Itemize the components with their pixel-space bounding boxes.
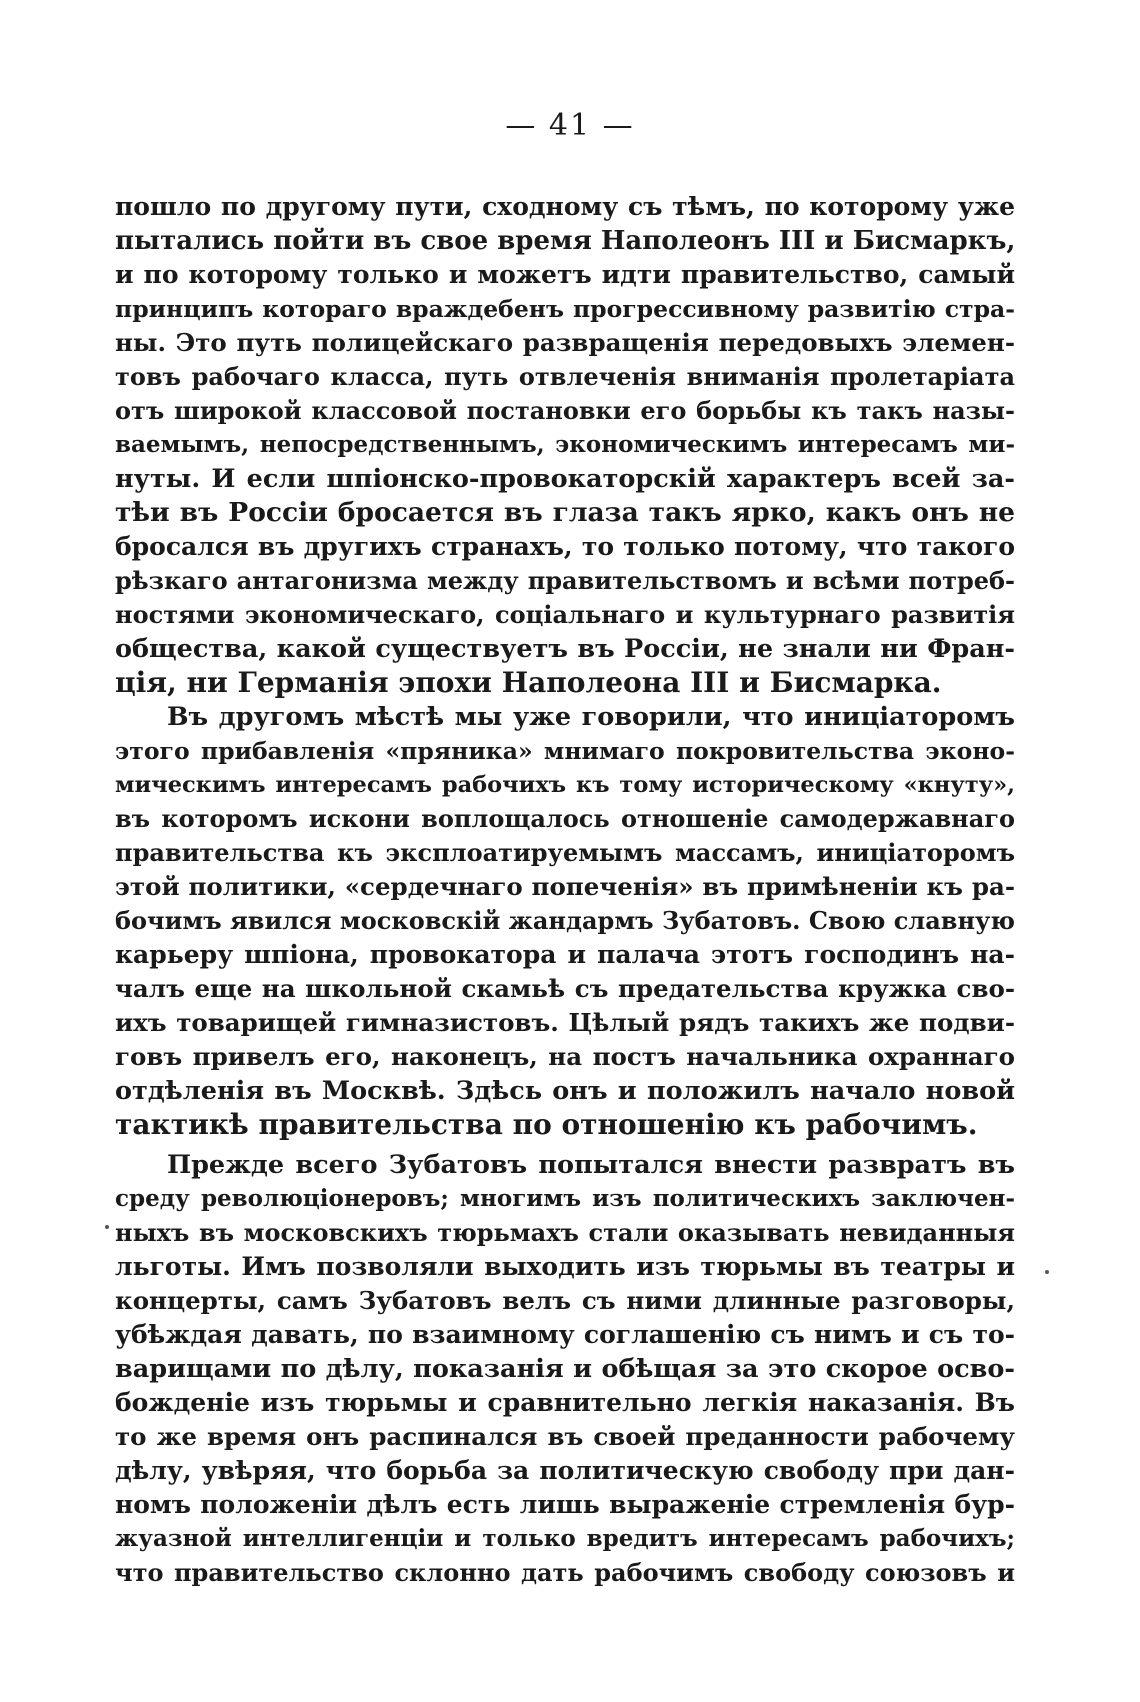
text-line: пытались пойти въ свое время Наполеонъ III и Бисмаркъ, <box>115 226 1016 256</box>
text-line: тактикѣ правительства по отношенію къ рабочимъ. <box>115 1108 978 1141</box>
text-line: товъ рабочаго класса, путь отвлеченія вниманія пролетаріата <box>115 362 1015 391</box>
text-line: жуазной интеллигенціи и только вредитъ интересамъ рабочихъ; <box>115 1525 1015 1552</box>
page-number: — 41 — <box>505 108 635 143</box>
text-line: дѣлу, увѣряя, что борьба за политическую свободу при дан- <box>115 1456 1015 1485</box>
text-line: Въ другомъ мѣстѣ мы уже говорили, что иниціаторомъ <box>167 702 1015 732</box>
text-line: принципъ котораго враждебенъ прогрессивному развитію стра- <box>115 295 1015 323</box>
text-line: ція, ни Германія эпохи Наполеона III и Бисмарка. <box>115 666 942 699</box>
text-line: мическимъ интересамъ рабочихъ къ тому историческому «кнуту», <box>115 772 1015 798</box>
text-line: варищами по дѣлу, показанія и обѣщая за это скорое осво- <box>115 1354 1015 1384</box>
text-line: тѣи въ Россіи бросается въ глаза такъ ярко, какъ онъ не <box>115 497 1015 528</box>
text-line: отдѣленія въ Москвѣ. Здѣсь онъ и положилъ начало новой <box>115 1076 1015 1106</box>
print-speck <box>1045 1270 1049 1274</box>
body-text <box>115 190 1015 1590</box>
text-line: ныхъ въ московскихъ тюрьмахъ стали оказывать невиданныя <box>115 1218 1015 1247</box>
text-line: то же время онъ распинался въ своей преданности рабочему <box>115 1422 1015 1451</box>
text-line: убѣждая давать, по взаимному соглашенію съ нимъ и съ то- <box>115 1320 1015 1349</box>
text-line: номъ положеніи дѣлъ есть лишь выраженіе стремленія бур- <box>115 1490 1015 1519</box>
text-line: нуты. И если шпіонско-провокаторскій характеръ всей за- <box>115 464 1015 494</box>
text-line: общества, какой существуетъ въ Россіи, не знали ни Фран- <box>115 634 1015 664</box>
text-line: льготы. Имъ позволяли выходить изъ тюрьмы въ театры и <box>115 1252 1015 1281</box>
text-line: бросался въ другихъ странахъ, то только потому, что такого <box>115 532 1015 561</box>
text-line: концерты, самъ Зубатовъ велъ съ ними длинные разговоры, <box>115 1286 1015 1315</box>
text-line: ихъ товарищей гимназистовъ. Цѣлый рядъ такихъ же подви- <box>115 1008 1015 1037</box>
text-line: отъ широкой классовой постановки его борьбы къ такъ назы- <box>115 396 1015 425</box>
text-line: Прежде всего Зубатовъ попытался внести развратъ въ <box>167 1150 1015 1180</box>
text-line: правительства къ эксплоатируемымъ массамъ, иниціаторомъ <box>115 838 1015 867</box>
paragraph-3 <box>115 1148 1015 1590</box>
text-line: бочимъ явился московскій жандармъ Зубатовъ. Свою славную <box>115 906 1015 935</box>
text-line: рѣзкаго антагонизма между правительствомъ и всѣми потреб- <box>115 566 1015 595</box>
text-line: ваемымъ, непосредственнымъ, экономическимъ интересамъ ми- <box>115 431 1015 458</box>
text-line: этого прибавленія «пряника» мнимаго покровительства эконо- <box>115 737 1015 765</box>
text-line: карьеру шпіона, провокатора и палача этотъ господинъ на- <box>115 940 1015 969</box>
paragraph-1 <box>115 190 1015 700</box>
text-line: и по которому только и можетъ идти правительство, самый <box>115 260 1015 289</box>
text-line: чалъ еще на школьной скамьѣ съ предательства кружка сво- <box>115 974 1015 1003</box>
text-line: божденіе изъ тюрьмы и сравнительно легкія наказанія. Въ <box>115 1388 1015 1417</box>
text-line: говъ привелъ его, наконецъ, на постъ начальника охраннаго <box>115 1042 1015 1071</box>
text-line: ностями экономическаго, соціальнаго и культурнаго развитія <box>115 600 1015 629</box>
text-line: что правительство склонно дать рабочимъ свободу союзовъ и <box>115 1558 1015 1587</box>
text-line: среду революціонеровъ; многимъ изъ политическихъ заключен- <box>115 1185 1015 1212</box>
text-line: этой политики, «сердечнаго попеченія» въ примѣненіи къ ра- <box>115 872 1015 901</box>
text-line: пошло по другому пути, сходному съ тѣмъ, по которому уже <box>115 192 1015 221</box>
text-line: въ которомъ искони воплощалось отношеніе самодержавнаго <box>115 804 1015 833</box>
text-line: ны. Это путь полицейскаго развращенія передовыхъ элемен- <box>115 328 1015 357</box>
print-speck <box>105 1225 109 1229</box>
paragraph-2 <box>115 700 1015 1142</box>
